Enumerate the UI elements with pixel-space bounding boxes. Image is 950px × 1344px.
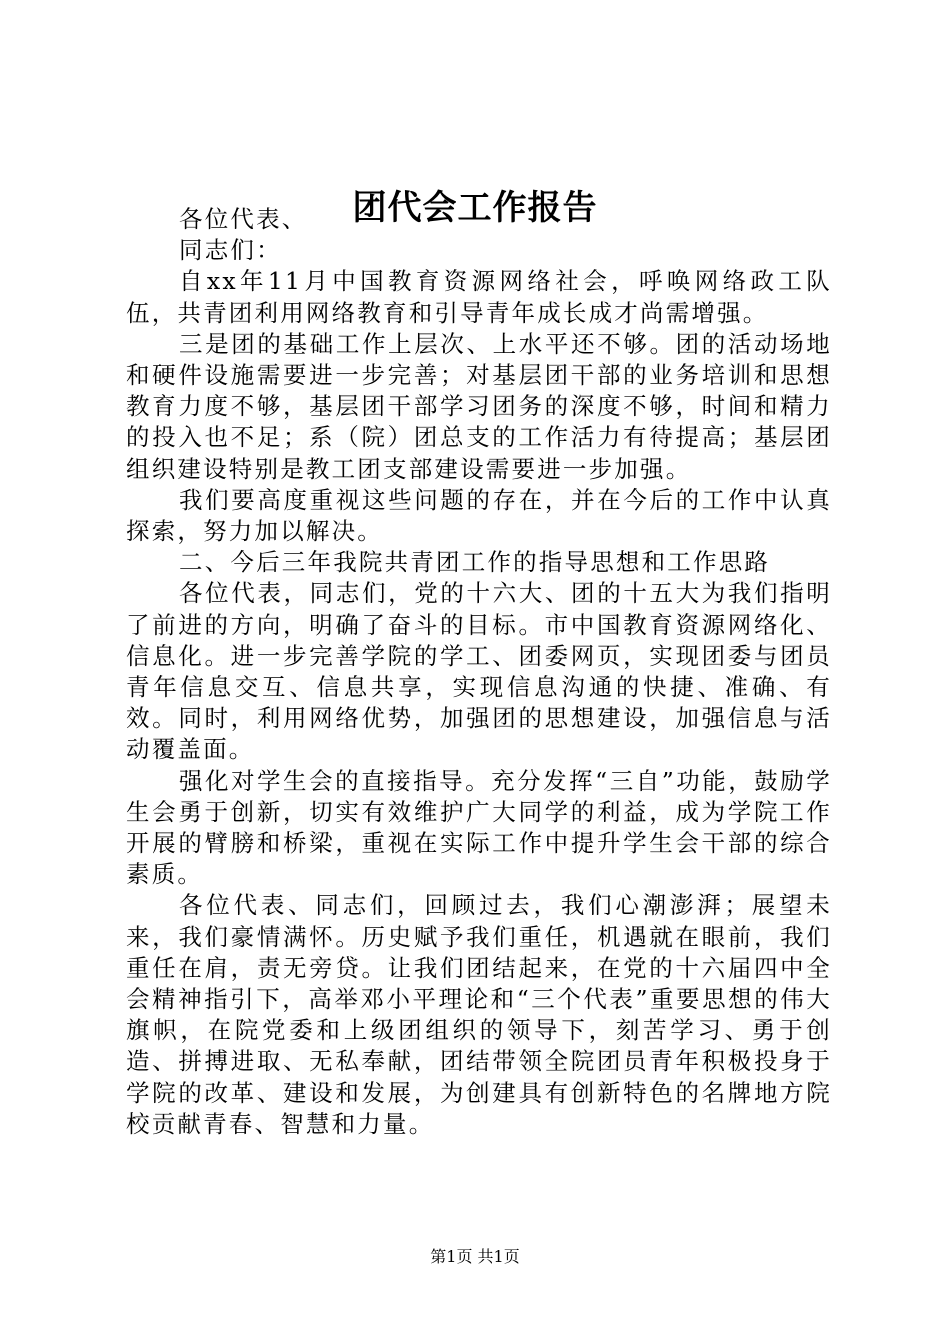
document-body (126, 204, 832, 1140)
page-footer: 第1页 共1页 (430, 1247, 520, 1266)
body-paragraph: 各位代表，同志们，党的十六大、团的十五大为我们指明了前进的方向，明确了奋斗的目标。市中国教育资源网络化、信息化。进一步完善学院的学工、团委网页，实现团委与团员青年信息交互、信息共享，实现信息沟通的快捷、准确、有效。同时，利用网络优势，加强团的思想建设，加强信息与活动覆盖面。 (126, 579, 832, 764)
section-heading: 二、今后三年我院共青团工作的指导思想和工作思路 (179, 548, 771, 577)
body-paragraph: 各位代表、同志们，回顾过去，我们心潮澎湃；展望未来，我们豪情满怀。历史赋予我们重任，机遇就在眼前，我们重任在肩，责无旁贷。让我们团结起来，在党的十六届四中全会精神指引下，高举邓小平理论和“三个代表”重要思想的伟大旗帜，在院党委和上级团组织的领导下，刻苦学习、勇于创造、拼搏进取、无私奉献，团结带领全院团员青年积极投身于学院的改革、建设和发展，为创建具有创新特色的名牌地方院校贡献青春、智慧和力量。 (126, 891, 832, 1138)
body-paragraph: 自xx年11月中国教育资源网络社会，呼唤网络政工队伍，共青团利用网络教育和引导青年成长成才尚需增强。 (126, 267, 832, 327)
document-title: 团代会工作报告 (352, 188, 598, 228)
body-paragraph: 强化对学生会的直接指导。充分发挥“三自”功能，鼓励学生会勇于创新，切实有效维护广大同学的利益，成为学院工作开展的臂膀和桥梁，重视在实际工作中提升学生会干部的综合素质。 (126, 766, 832, 889)
body-paragraph: 三是团的基础工作上层次、上水平还不够。团的活动场地和硬件设施需要进一步完善；对基层团干部的业务培训和思想教育力度不够，基层团干部学习团务的深度不够，时间和精力的投入也不足；系（院）团总支的工作活力有待提高；基层团组织建设特别是教工团支部建设需要进一步加强。 (126, 329, 832, 483)
body-paragraph: 我们要高度重视这些问题的存在，并在今后的工作中认真探索，努力加以解决。 (126, 485, 832, 546)
salutation-line-1: 各位代表、 (179, 205, 308, 233)
salutation-line-2: 同志们： (179, 236, 282, 265)
